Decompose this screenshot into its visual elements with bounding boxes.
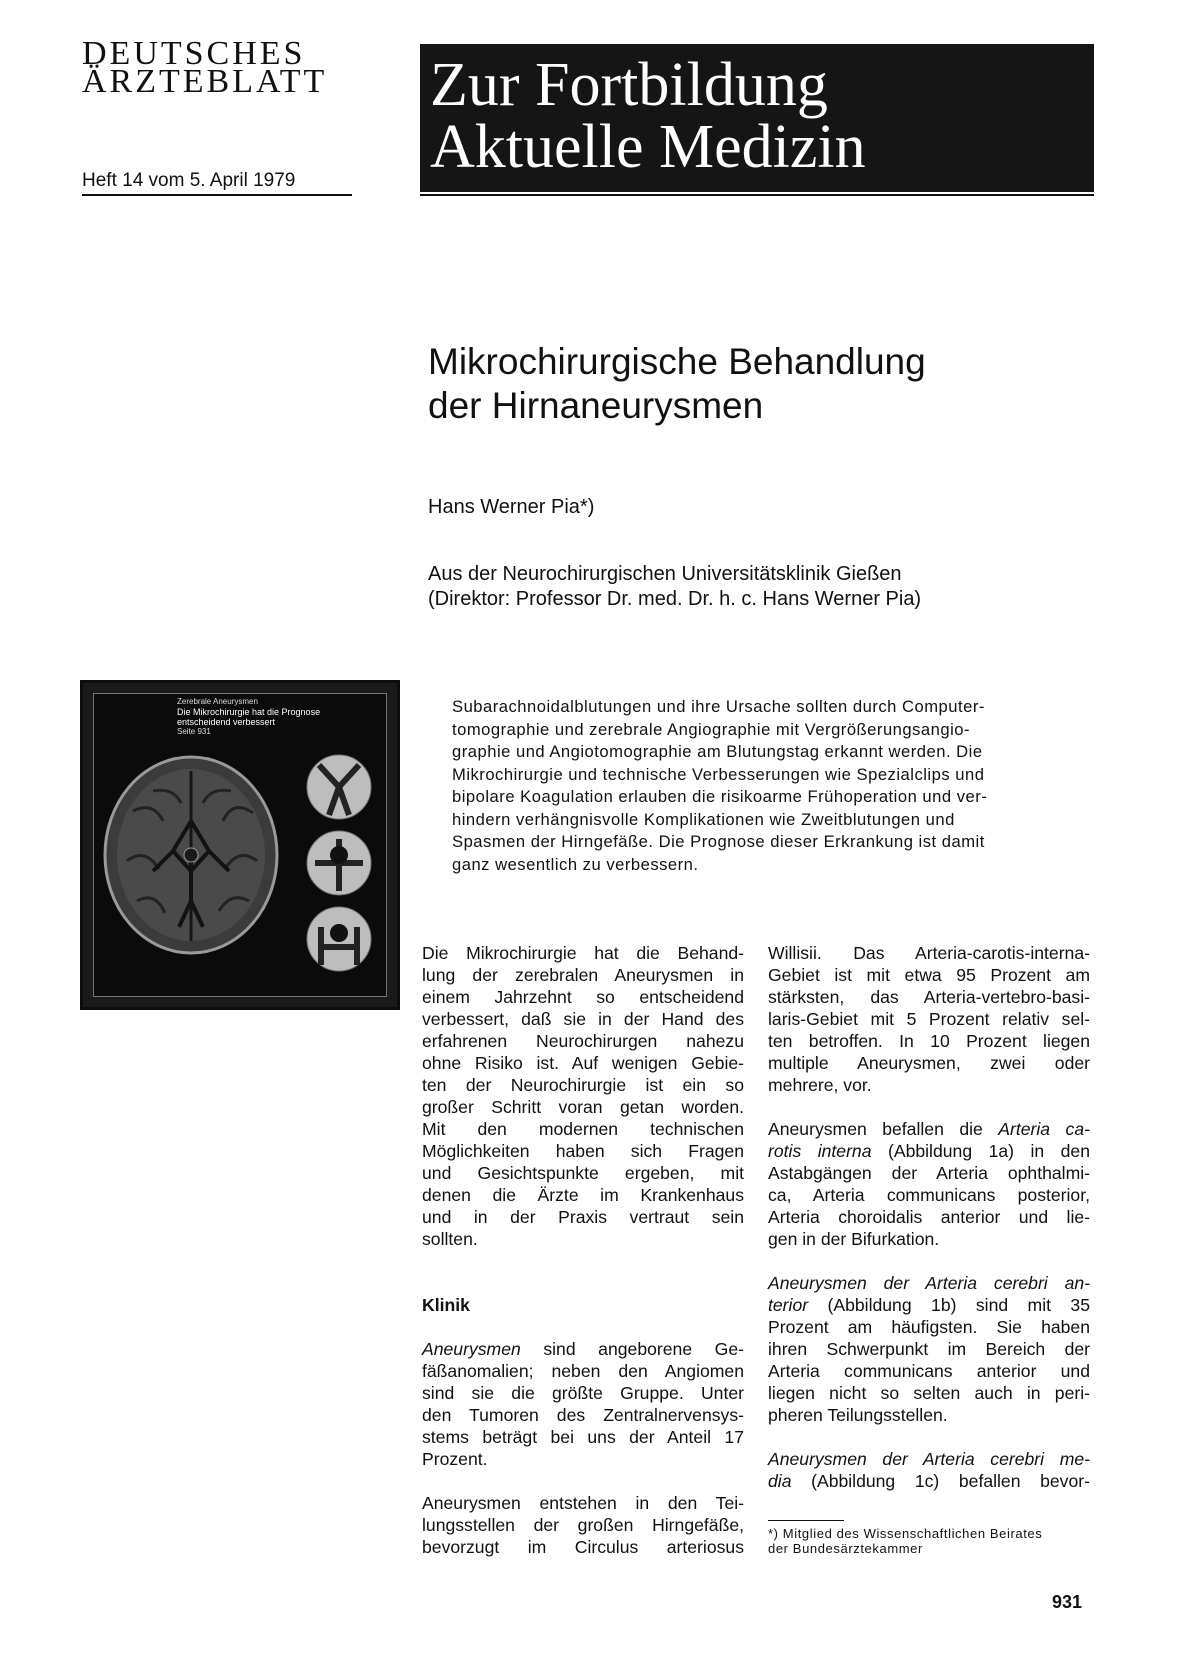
abstract-line: graphie und Angiotomographie am Blutungstag erkannt werden. Die [452,742,983,761]
text-line: lungsstellen der großen Hirngefäße, [422,1515,744,1535]
footnote-line2: der Bundesärztekammer [768,1541,923,1556]
aneurysm-marker [184,848,198,862]
abstract [452,696,1064,876]
abstract-line: Subarachnoidalblutungen und ihre Ursache sollten durch Computer- [452,697,985,716]
text-line: mehrere, vor. [768,1075,872,1095]
masthead-rule [420,194,1094,196]
text-line: und in der Praxis vertraut sein [422,1207,744,1227]
text-line: Arteria communicans anterior und [768,1361,1090,1381]
text-line [768,1140,1090,1162]
section-banner [420,44,1094,192]
paragraph-aneurysmen [422,1338,744,1470]
article-title-line1: Mikrochirurgische Behandlung [428,341,926,382]
figure-caption-page: Seite 931 [177,727,211,736]
text-line: Aneurysmen der Arteria cerebri me- [768,1449,1090,1469]
text-line: multiple Aneurysmen, zwei oder [768,1053,1090,1073]
paragraph-willisii [768,942,1090,1096]
text-line: Arteria choroidalis anterior und lie- [768,1207,1090,1227]
footnote [768,1526,1042,1556]
detail-b-aneurysm [330,846,348,864]
italic-term: rotis interna [768,1141,872,1161]
text-line: Möglichkeiten haben sich Fragen [422,1141,744,1161]
masthead-rule-left [82,194,352,196]
italic-term: terior [768,1295,809,1315]
text-line: einem Jahrzehnt so entscheidend [422,987,744,1007]
journal-name-line2: ÄRZTEBLATT [82,63,328,100]
text-line: ten der Neurochirurgie ist ein so [422,1075,744,1095]
paragraph-entstehung [422,1492,744,1558]
article-title [428,340,1068,428]
masthead [82,35,1094,196]
abstract-line: hindern verhängnisvolle Komplikationen wie Zweitblutungen und [452,809,955,829]
text-line [768,1470,1090,1492]
text-line: großer Schritt voran getan worden. [422,1097,744,1117]
text-line: sollten. [422,1229,478,1249]
text-span: (Abbildung 1c) befallen bevor- [791,1471,1090,1491]
footnote-line1: *) Mitglied des Wissenschaftlichen Beirates [768,1526,1043,1541]
italic-term: dia [768,1471,792,1491]
text-line: laris-Gebiet mit 5 Prozent relativ sel- [768,1009,1090,1029]
text-line: Gebiet ist mit etwa 95 Prozent am [768,965,1090,985]
section-banner-line2: Aktuelle Medizin [430,113,866,181]
paragraph-cerebri-media [768,1448,1090,1492]
text-line: Astabgängen der Arteria ophthalmi- [768,1163,1090,1183]
text-line: sind sie die größte Gruppe. Unter [422,1383,744,1403]
text-line: stärksten, das Arteria-vertebro-basi- [768,987,1090,1007]
text-line: Prozent am häufigsten. Sie haben [768,1317,1090,1337]
text-line: stems beträgt bei uns der Anteil 17 [422,1427,744,1447]
text-line: pheren Teilungsstellen. [768,1405,948,1425]
italic-term: Aneurysmen [422,1339,521,1359]
text-line: Die Mikrochirurgie hat die Behand- [422,943,744,963]
body-column-2 [768,942,1090,1492]
affiliation [428,562,921,612]
text-span: (Abbildung 1a) in den [871,1141,1091,1161]
text-line: den Tumoren des Zentralnervensys- [422,1405,744,1425]
text-line: ihren Schwerpunkt im Bereich der [768,1339,1090,1359]
text-span: sind angeborene Ge- [520,1339,744,1359]
text-span: Aneurysmen befallen die [768,1119,999,1139]
text-line: bevorzugt im Circulus arteriosus [422,1537,744,1557]
text-line: verbessert, daß sie in der Hand des [422,1009,744,1029]
body-column-1 [422,942,744,1558]
text-line: liegen nicht so selten auch in peri- [768,1383,1090,1403]
italic-term: Arteria ca- [998,1119,1090,1139]
brain-illustration [93,751,389,991]
text-line: lung der zerebralen Aneurysmen in [422,965,744,985]
figure-caption-kicker: Zerebrale Aneurysmen [177,697,258,706]
page-number: 931 [1052,1592,1083,1612]
journal-name [82,35,412,100]
abstract-line: bipolare Koagulation erlauben die risikoarme Frühoperation und ver- [452,787,988,806]
text-line: Willisii. Das Arteria-carotis-interna- [768,943,1090,963]
journal-name-line1: DEUTSCHES [82,35,306,72]
detail-c-aneurysm [330,924,348,942]
abstract-line: ganz wesentlich zu verbessern. [452,854,699,874]
text-span: (Abbildung 1b) sind mit 35 [808,1295,1090,1315]
figure-caption [177,697,320,737]
text-line [768,1294,1090,1316]
intro-paragraph [422,942,744,1250]
paragraph-carotis [768,1118,1090,1250]
issue-date: Heft 14 vom 5. April 1979 [82,170,296,191]
text-line [422,1338,744,1360]
text-line: fäßanomalien; neben den Angiomen [422,1361,744,1381]
abstract-line: Mikrochirurgie und technische Verbesserungen wie Spezialclips und [452,764,985,784]
brain-figure [80,680,400,1010]
text-line: erfahrenen Neurochirurgen nahezu [422,1031,744,1051]
text-line: ohne Risiko ist. Auf wenigen Gebie- [422,1053,744,1073]
figure-caption-line1: Die Mikrochirurgie hat die Prognose [177,707,321,717]
text-line: Aneurysmen der Arteria cerebri an- [768,1273,1090,1293]
author: Hans Werner Pia*) [428,496,595,518]
affiliation-line1: Aus der Neurochirurgischen Universitätsklinik Gießen [428,563,902,585]
text-line: Mit den modernen technischen [422,1119,744,1139]
paragraph-cerebri-anterior [768,1272,1090,1426]
text-line: Prozent. [422,1449,488,1469]
text-line [768,1118,1090,1140]
section-heading-klinik: Klinik [422,1295,470,1315]
figure-caption-line2: entscheidend verbessert [177,717,276,727]
text-line: denen die Ärzte im Krankenhaus [422,1185,744,1205]
abstract-line: Spasmen der Hirngefäße. Die Prognose dieser Erkrankung ist damit [452,832,985,851]
footnote-rule [768,1520,844,1521]
text-line: ten betroffen. In 10 Prozent liegen [768,1031,1090,1051]
abstract-line: tomographie und zerebrale Angiographie mit Vergrößerungsangio- [452,719,971,739]
section-banner-line1: Zur Fortbildung [430,51,828,119]
text-line: ca, Arteria communicans posterior, [768,1185,1090,1205]
text-line: Aneurysmen entstehen in den Tei- [422,1493,744,1513]
text-line: gen in der Bifurkation. [768,1229,940,1249]
text-line: und Gesichtspunkte ergeben, mit [422,1163,744,1183]
article-title-line2: der Hirnaneurysmen [428,385,764,426]
affiliation-line2: (Direktor: Professor Dr. med. Dr. h. c. Hans Werner Pia) [428,588,922,610]
